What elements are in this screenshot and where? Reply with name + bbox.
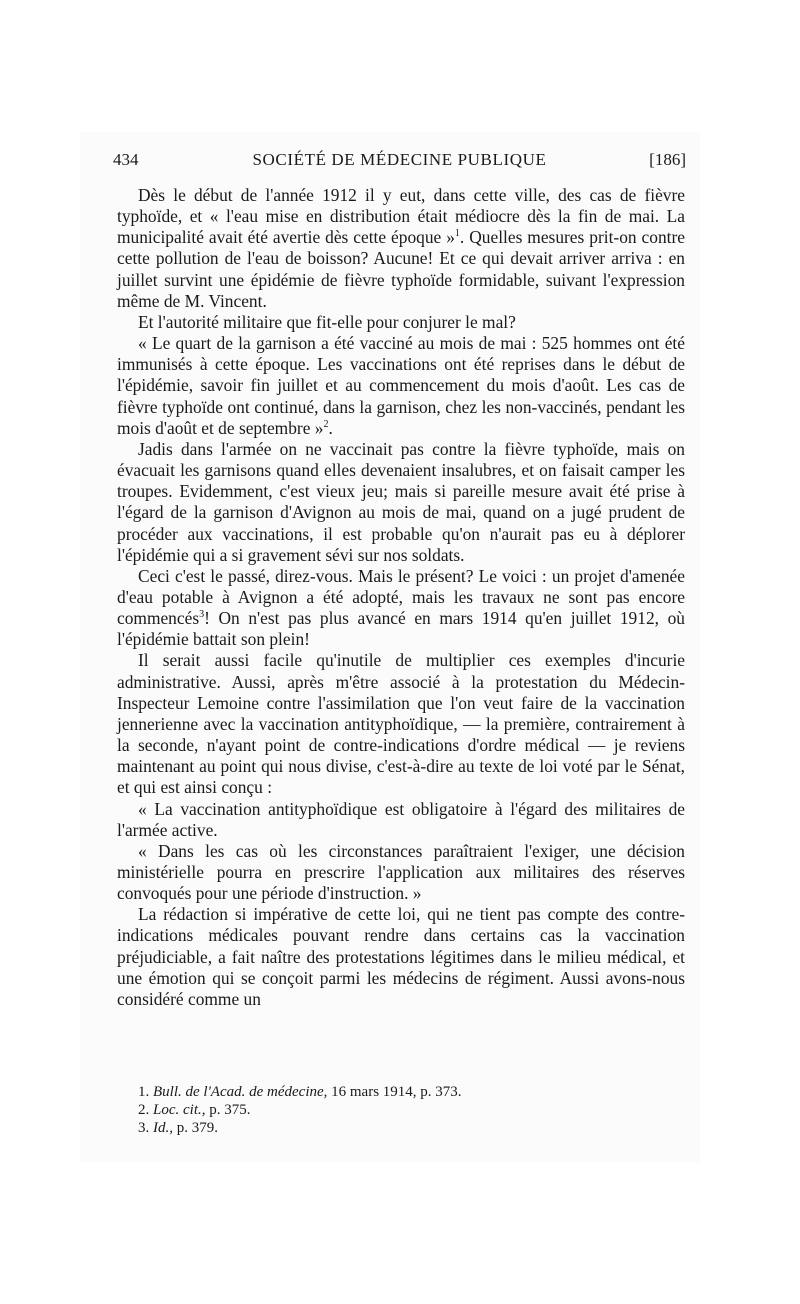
footnotes [138, 1083, 678, 1137]
paragraph: Et l'autorité militaire que fit-elle pour conjurer le mal? [138, 311, 516, 332]
paragraph: La rédaction si impérative de cette loi, qui ne tient pas compte des contre-indications médicales pouvant rendre dans certains cas la vaccination préjudiciable, a fait naître des protestations légitimes dans le milieu médical, et une émotion qui se conçoit parmi les médecins de régiment. Aussi avons-nous considéré comme un [117, 904, 685, 1009]
paragraph: Dès le début de l'année 1912 il y eut, dans cette ville, des cas de fièvre typhoïde, et « l'eau mise en distribution était médiocre dès la fin de mai. La municipalité avait été avertie dès cette époque »$^1$. Quelles mesures prit-on contre cette pollution de l'eau de boisson? Aucune! Et ce qui devait arriver arriva : en juillet survint une épidémie de fièvre typhoïde formidable, suivant l'expression même de M. Vincent. [117, 185, 685, 311]
footnote-ref: 1 [454, 228, 460, 240]
bracket-reference: [186] [649, 150, 686, 169]
footnote: 3. Id., p. 379. [138, 1120, 218, 1136]
paragraph: « Dans les cas où les circonstances paraîtraient l'exiger, une décision ministérielle pourra en prescrire l'application aux militaires des réserves convoqués pour une période d'instruction. » [117, 840, 685, 904]
footnote: 1. Bull. de l'Acad. de médecine, 16 mars 1914, p. 373. [138, 1084, 462, 1100]
paragraph: Ceci c'est le passé, direz-vous. Mais le présent? Le voici : un projet d'amenée d'eau potable à Avignon a été adopté, mais les travaux ne sont pas encore commencés$^3$! On n'est pas plus avancé en mars 1914 qu'en juillet 1912, où l'épidémie battait son plein! [117, 565, 685, 650]
footnote: 2. Loc. cit., p. 375. [138, 1102, 251, 1118]
footnote-ref: 2 [323, 418, 329, 430]
footnote-ref: 3 [199, 609, 205, 621]
paragraph: « La vaccination antityphoïdique est obligatoire à l'égard des militaires de l'armée active. [117, 798, 685, 840]
paragraph: Jadis dans l'armée on ne vaccinait pas contre la fièvre typhoïde, mais on évacuait les garnisons quand elles devenaient insalubres, et on faisait camper les troupes. Evidemment, c'est vieux jeu; mais si pareille mesure avait été prise à l'égard de la garnison d'Avignon au mois de mai, quand on a jugé prudent de procéder aux vaccinations, il est probable qu'on n'aurait pas eu à déplorer l'épidémie qui a si gravement sévi sur nos soldats. [117, 438, 685, 565]
paragraph: « Le quart de la garnison a été vacciné au mois de mai : 525 hommes ont été immunisés à cette époque. Les vaccinations ont été reprises dans le début de l'épidémie, savoir fin juillet et au commencement du mois d'août. Les cas de fièvre typhoïde ont continué, dans la garnison, chez les non-vaccinés, pendant les mois d'août et de septembre »$^2$. [117, 333, 685, 438]
page-number: 434 [113, 150, 139, 169]
page-header [113, 150, 686, 174]
body-text [117, 185, 685, 1010]
paragraph: Il serait aussi facile qu'inutile de multiplier ces exemples d'incurie administrative. Aussi, après m'être associé à la protestation du Médecin-Inspecteur Lemoine contre l'assimilation que l'on veut faire de la vaccination jennerienne avec la vaccination antityphoïdique, — la première, contrairement à la seconde, n'ayant point de contre-indications d'ordre médical — je reviens maintenant au point qui nous divise, c'est-à-dire au texte de loi voté par le Sénat, et qui est ainsi conçu : [117, 650, 685, 798]
running-title: SOCIÉTÉ DE MÉDECINE PUBLIQUE [252, 150, 547, 169]
